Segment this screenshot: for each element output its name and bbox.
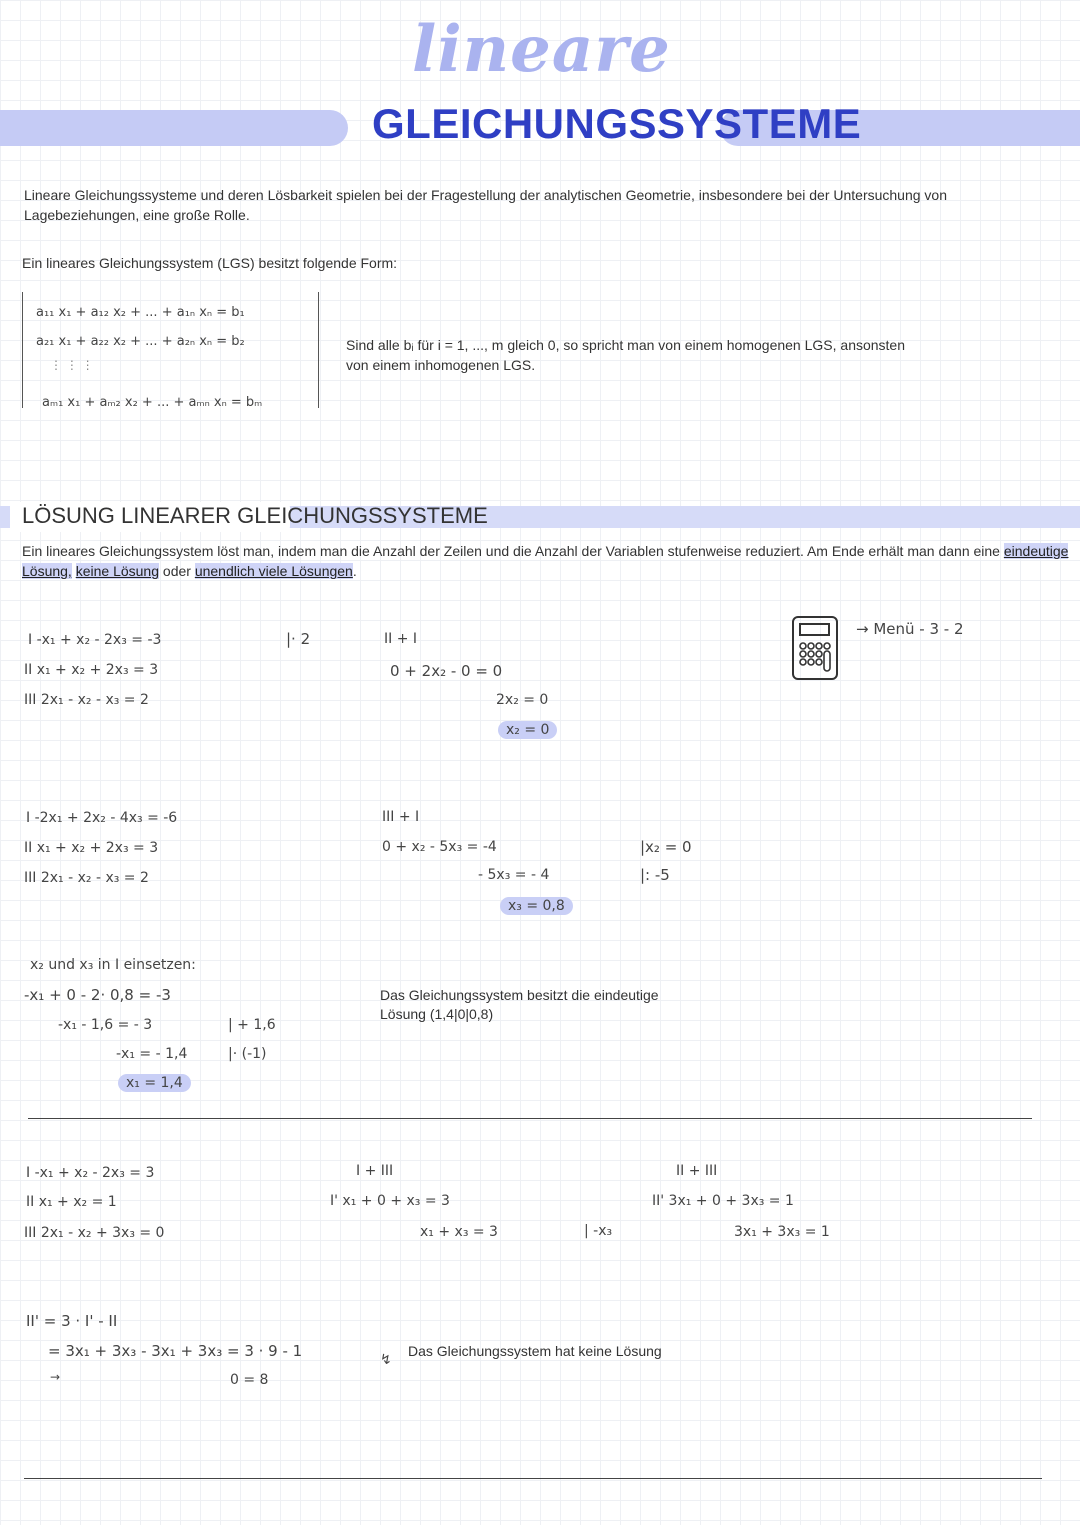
ex1-row-2: II x₁ + x₂ + 2x₃ = 3 xyxy=(24,662,159,678)
form-dots: ⋮ ⋮ ⋮ xyxy=(50,358,94,372)
ex1-row-1: I -x₁ + x₂ - 2x₃ = -3 xyxy=(28,632,162,648)
ex1c-line-3-op: |· (-1) xyxy=(228,1046,267,1062)
ex1b-step-1: 0 + x₂ - 5x₃ = -4 xyxy=(382,839,497,855)
ex1b-step-3: x₃ = 0,8 xyxy=(500,897,573,915)
ex2-mid-2: x₁ + x₃ = 3 xyxy=(420,1224,498,1240)
ex1b-step-2-op: |: -5 xyxy=(640,866,670,884)
ex2-row-3: III 2x₁ - x₂ + 3x₃ = 0 xyxy=(24,1225,165,1241)
intro-paragraph: Lineare Gleichungssysteme und deren Lösbarkeit spielen bei der Fragestellung der analytischen Geometrie, insbesondere bei der Untersuchung von Lagebeziehungen, eine große Rolle. xyxy=(24,187,947,223)
divider-2 xyxy=(24,1478,1042,1479)
ex1-row-1-op: |· 2 xyxy=(286,630,311,648)
ex1c-line-2-op: | + 1,6 xyxy=(228,1017,276,1033)
link-eindeutige-loesung: eindeutige Lösung, xyxy=(22,543,1069,579)
section-title: LÖSUNG LINEARER GLEICHUNGSSYSTEME xyxy=(22,503,488,528)
ex1-step-1: 0 + 2x₂ - 0 = 0 xyxy=(390,662,503,680)
section-text-c: . xyxy=(352,563,357,579)
divider-1 xyxy=(28,1118,1032,1119)
header-band-left xyxy=(0,110,348,146)
link-unendlich: unendlich viele Lösungen xyxy=(194,563,353,579)
ex1-row-3: III 2x₁ - x₂ - x₃ = 2 xyxy=(24,692,149,708)
ex1b-step-head: III + I xyxy=(382,809,420,825)
ex2-result: Das Gleichungssystem hat keine Lösung xyxy=(408,1343,662,1359)
ex2-mid-1: I' x₁ + 0 + x₃ = 3 xyxy=(330,1193,450,1209)
ex2-mid-head: I + III xyxy=(356,1163,394,1179)
homogeneous-note: Sind alle bᵢ für i = 1, ..., m gleich 0, so spricht man von einem homogenen LGS, ansonsten von einem inhomogenen LGS. xyxy=(346,337,906,373)
ex1-step-3: x₂ = 0 xyxy=(498,721,557,739)
intro-form-label: Ein lineares Gleichungssystem (LGS) besitzt folgende Form: xyxy=(22,255,398,271)
ex2-row-2: II x₁ + x₂ = 1 xyxy=(26,1194,117,1210)
ex1c-line-1: -x₁ + 0 - 2· 0,8 = -3 xyxy=(24,986,171,1004)
ex1-step-2: 2x₂ = 0 xyxy=(496,692,549,708)
ex1b-step-1-op: |x₂ = 0 xyxy=(640,838,692,856)
calculator-menu-label: → Menü - 3 - 2 xyxy=(856,620,964,638)
ex2-mid-2-op: | -x₃ xyxy=(584,1223,613,1239)
ex1c-line-4: x₁ = 1,4 xyxy=(118,1074,191,1092)
section-text-b: oder xyxy=(159,563,195,579)
ex1b-row-1: I -2x₁ + 2x₂ - 4x₃ = -6 xyxy=(26,810,178,826)
section-text-a: Ein lineares Gleichungssystem löst man, indem man die Anzahl der Zeilen und die Anzahl der Variablen stufenweise reduziert. Am Ende erhält man dann eine xyxy=(22,543,1004,559)
ex2-bottom-1: II' = 3 · I' - II xyxy=(26,1312,118,1330)
calculator-icon xyxy=(792,616,838,680)
ex2-bottom-4: 0 = 8 xyxy=(230,1372,269,1388)
link-keine-loesung: keine Lösung xyxy=(75,563,160,579)
section-paragraph xyxy=(22,541,1072,581)
form-row-2: a₂₁ x₁ + a₂₂ x₂ + ... + a₂ₙ xₙ = b₂ xyxy=(36,334,245,349)
ex1-step-head: II + I xyxy=(384,631,418,647)
form-row-1: a₁₁ x₁ + a₁₂ x₂ + ... + a₁ₙ xₙ = b₁ xyxy=(36,305,245,320)
ex1b-row-2: II x₁ + x₂ + 2x₃ = 3 xyxy=(24,840,159,856)
form-left-bracket xyxy=(22,292,23,408)
ex1b-step-2: - 5x₃ = - 4 xyxy=(478,867,550,883)
form-right-bracket xyxy=(318,292,319,408)
form-row-m: aₘ₁ x₁ + aₘ₂ x₂ + ... + aₘₙ xₙ = bₘ xyxy=(42,395,263,410)
contradiction-icon: ↯ xyxy=(380,1352,392,1368)
ex2-right-head: II + III xyxy=(676,1163,718,1179)
ex2-row-1: I -x₁ + x₂ - 2x₃ = 3 xyxy=(26,1165,155,1181)
ex1b-row-3: III 2x₁ - x₂ - x₃ = 2 xyxy=(24,870,149,886)
ex2-bottom-2: = 3x₁ + 3x₃ - 3x₁ + 3x₃ = 3 · 9 - 1 xyxy=(48,1342,303,1360)
ex2-right-1: II' 3x₁ + 0 + 3x₃ = 1 xyxy=(652,1193,794,1209)
ex1c-head: x₂ und x₃ in I einsetzen: xyxy=(30,957,196,973)
ex1c-line-3: -x₁ = - 1,4 xyxy=(116,1046,188,1062)
ex2-right-2: 3x₁ + 3x₃ = 1 xyxy=(734,1224,830,1240)
ex1c-line-2: -x₁ - 1,6 = - 3 xyxy=(58,1017,153,1033)
title-script: lineare xyxy=(412,12,671,87)
ex1-result: Das Gleichungssystem besitzt die eindeutige Lösung (1,4|0|0,8) xyxy=(380,987,659,1022)
page-title: GLEICHUNGSSYSTEME xyxy=(372,100,862,147)
ex2-arrow: → xyxy=(50,1370,61,1384)
